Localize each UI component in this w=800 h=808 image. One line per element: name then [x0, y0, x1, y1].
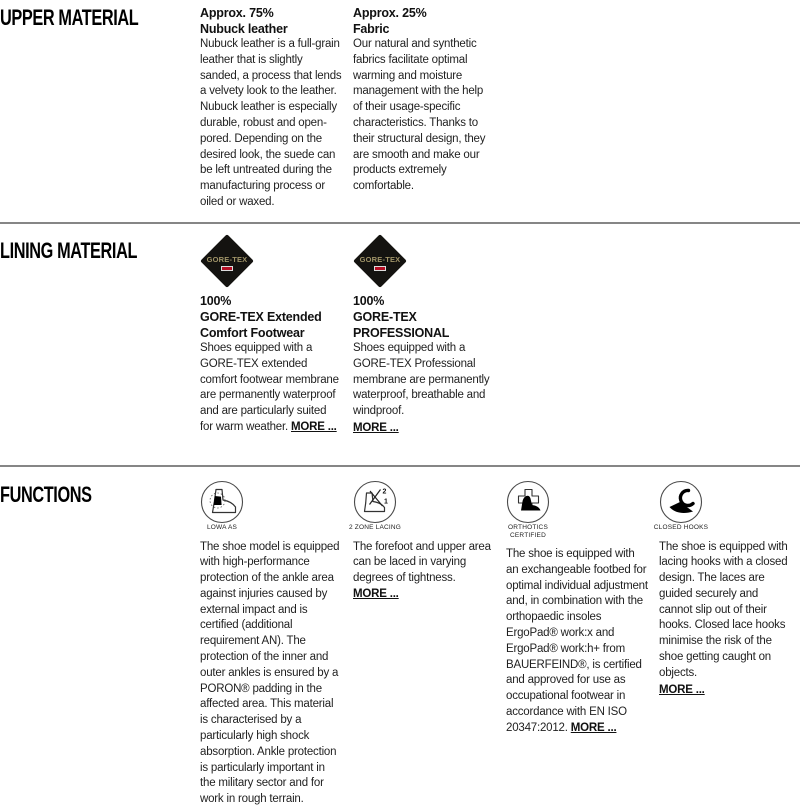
material-percentage: Approx. 75%: [200, 5, 342, 21]
goretex-diamond-logo-icon: [200, 234, 254, 288]
shoe-medical-cross-glyph: [506, 480, 550, 524]
lining-name: GORE-TEX PROFESSIONAL: [353, 309, 495, 341]
function-description: [353, 540, 495, 603]
function-icon-label: 2 ZONE LACING: [345, 524, 405, 532]
more-link[interactable]: MORE ...: [571, 722, 617, 734]
functions-section: [0, 467, 800, 808]
function-column-closed-hooks: [659, 480, 794, 808]
two-zone-lacing-icon: [353, 480, 413, 532]
goretex-red-tag: [374, 266, 386, 271]
more-link[interactable]: MORE ...: [353, 588, 399, 600]
material-column-nubuck: [200, 5, 342, 211]
material-description: Our natural and synthetic fabrics facilitate optimal warming and moisture management with the help of their usage-specific characteristics. Thanks to their structural design, they are smooth and make our products extremely comfortable.: [353, 37, 495, 195]
material-column-fabric: [353, 5, 495, 211]
more-row: [353, 421, 495, 437]
upper-material-label-area: [0, 5, 200, 31]
lining-material-label-area: [0, 234, 200, 264]
function-column-lowa-as: [200, 480, 342, 808]
lining-description: Shoes equipped with a GORE-TEX Professional membrane are permanently waterproof, breathable and windproof.: [353, 341, 495, 420]
upper-material-columns: [200, 5, 800, 211]
function-icon-label: CLOSED HOOKS: [651, 524, 711, 532]
functions-columns: [200, 480, 800, 808]
goretex-diamond-logo-icon: [353, 234, 407, 288]
function-description-text: The forefoot and upper area can be laced in varying degrees of tightness.: [353, 541, 491, 585]
zone-number-2: 2: [383, 489, 387, 496]
more-link[interactable]: MORE ...: [659, 684, 705, 696]
section-title-upper-material: UPPER MATERIAL: [0, 5, 138, 31]
function-description: The shoe model is equipped with high-performance protection of the ankle area against injuries caused by external impact and is certified (additional requirement AN). The protection of the inner and outer ankles is ensured by a PORON® padding in the affected area. This material is characterised by a particularly high shock absorption. Ankle protection is particularly important in the military sector and for work in rough terrain.: [200, 540, 342, 808]
closed-hooks-icon: [659, 480, 719, 532]
goretex-logo-text: GORE-TEX: [353, 255, 407, 264]
upper-material-section: [0, 0, 800, 222]
orthotics-certified-icon: [506, 480, 566, 539]
function-column-orthotics-certified: [506, 480, 648, 808]
lining-material-columns: [200, 234, 800, 437]
function-icon-label: ORTHOTICS CERTIFIED: [498, 524, 558, 539]
material-percentage: Approx. 25%: [353, 5, 495, 21]
material-name: Fabric: [353, 21, 495, 37]
closed-lace-hook-glyph: [659, 480, 703, 524]
function-description: The shoe is equipped with lacing hooks with a closed design. The laces are guided securely and cannot slip out of their hooks. Closed lace hooks minimise the risk of the shoe getting caught on objects.: [659, 540, 794, 682]
lining-material-section: [0, 224, 800, 465]
lining-name: GORE-TEX Extended Comfort Footwear: [200, 309, 342, 341]
functions-label-area: [0, 480, 200, 508]
goretex-red-tag: [221, 266, 233, 271]
more-link[interactable]: MORE ...: [353, 422, 399, 434]
more-row: [659, 683, 794, 699]
function-column-2-zone-lacing: [353, 480, 495, 808]
function-description: [506, 547, 648, 737]
material-description: Nubuck leather is a full-grain leather that is slightly sanded, a process that lends a velvety look to the leather. Nubuck leather is especially durable, robust and open-pored. Depending on the desired look, the suede can be left untreated during the manufacturing process or oiled or waxed.: [200, 37, 342, 211]
zone-number-1: 1: [384, 499, 388, 506]
lining-description-text: Shoes equipped with a GORE-TEX extended comfort footwear membrane are permanently waterproof and are particularly suited for warm weather.: [200, 342, 339, 433]
more-link[interactable]: MORE ...: [291, 421, 337, 433]
boot-lacing-zones-glyph: [353, 480, 397, 524]
lining-description: [200, 341, 342, 436]
lowa-as-ankle-protection-icon: [200, 480, 260, 532]
section-title-lining-material: LINING MATERIAL: [0, 238, 137, 264]
section-title-functions: FUNCTIONS: [0, 482, 92, 508]
function-description-text: The shoe is equipped with an exchangeable footbed for optimal individual adjustment and, in combination with the orthopaedic insoles ErgoPad® work:x and ErgoPad® work:h+ from BAUERFEIND®, is certified and approved for use as occupational footwear in accordance with EN ISO 20347:2012.: [506, 548, 648, 734]
material-name: Nubuck leather: [200, 21, 342, 37]
lining-column-extended-comfort: [200, 234, 342, 437]
function-icon-label: LOWA AS: [192, 524, 252, 532]
lining-percentage: 100%: [353, 293, 495, 309]
lining-column-professional: [353, 234, 495, 437]
goretex-logo-text: GORE-TEX: [200, 255, 254, 264]
lining-percentage: 100%: [200, 293, 342, 309]
boot-ankle-protection-glyph: [200, 480, 244, 524]
